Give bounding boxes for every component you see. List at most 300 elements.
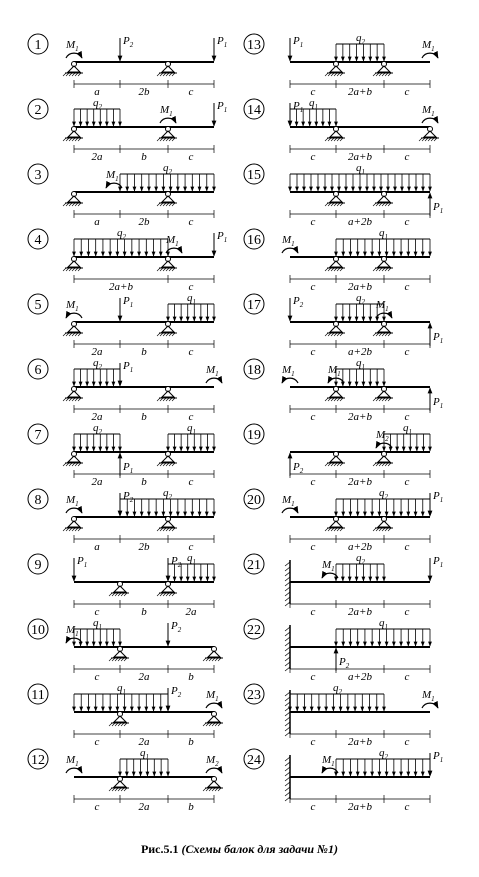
ground-hatch bbox=[419, 138, 422, 141]
dimension-label: c bbox=[310, 606, 316, 618]
scheme-number: 24 bbox=[247, 753, 261, 768]
moment bbox=[105, 169, 122, 188]
moment-label: $M_1$ bbox=[166, 234, 179, 248]
figure-caption-text: (Схемы балок для задачи №1) bbox=[181, 842, 339, 856]
ground-hatch bbox=[157, 398, 160, 401]
moment-arc bbox=[206, 768, 222, 773]
scheme-number: 20 bbox=[247, 493, 261, 508]
dimension-line bbox=[290, 730, 430, 748]
dimension-label: c bbox=[188, 151, 194, 163]
dimension-label: c bbox=[310, 86, 316, 98]
pin-support bbox=[325, 62, 345, 77]
beam-scheme-11 bbox=[28, 682, 223, 748]
moment bbox=[327, 364, 344, 383]
point-force bbox=[290, 295, 304, 321]
distributed-load-label: $q_1$ bbox=[379, 617, 388, 631]
moment bbox=[321, 559, 338, 578]
dimension-line bbox=[74, 340, 214, 358]
dimension-label: c bbox=[188, 86, 194, 98]
dimension-label: c bbox=[94, 736, 100, 748]
ground-hatch bbox=[325, 268, 328, 271]
dimension-line bbox=[290, 275, 430, 293]
dimension-label: 2a+b bbox=[348, 281, 372, 293]
moment-label: $M_1$ bbox=[282, 364, 295, 378]
distributed-load-label: $q_2$ bbox=[163, 487, 172, 501]
dimension-label: c bbox=[188, 411, 194, 423]
dimension-line bbox=[74, 80, 214, 98]
ground-hatch bbox=[157, 138, 160, 141]
dimension-label: 2a+b bbox=[348, 476, 372, 488]
scheme-number: 9 bbox=[34, 558, 42, 573]
dimension-label: a bbox=[94, 216, 100, 228]
beam-scheme-12 bbox=[28, 747, 223, 813]
moment-label: $M_2$ bbox=[376, 429, 389, 443]
moment-arc bbox=[66, 768, 82, 773]
dimension-label: c bbox=[310, 346, 316, 358]
dimension-label: c bbox=[310, 151, 316, 163]
ground-hatch bbox=[157, 73, 160, 76]
roller-support bbox=[373, 62, 393, 77]
moment-arc bbox=[66, 53, 82, 58]
ground-hatch bbox=[203, 788, 206, 791]
beam-scheme-14 bbox=[244, 97, 439, 163]
dimension-line bbox=[290, 600, 430, 618]
beam-scheme-2 bbox=[28, 97, 227, 163]
pin-support bbox=[63, 452, 83, 467]
moment bbox=[65, 494, 82, 513]
dimension-label: c bbox=[404, 86, 410, 98]
ground-hatch bbox=[325, 138, 328, 141]
moment-label: $M_1$ bbox=[422, 689, 435, 703]
pin-support bbox=[63, 257, 83, 272]
pin-support bbox=[109, 647, 129, 662]
moment bbox=[321, 754, 338, 773]
force-label: $P_1$ bbox=[77, 555, 88, 569]
dimension-label: b bbox=[141, 346, 147, 358]
moment-label: $M_1$ bbox=[66, 624, 79, 638]
moment bbox=[205, 754, 222, 773]
moment-label: $M_1$ bbox=[206, 364, 219, 378]
dimension-label: 2a+b bbox=[348, 151, 372, 163]
ground-hatch bbox=[373, 73, 376, 76]
moment bbox=[281, 234, 298, 253]
beam-scheme-16 bbox=[244, 227, 430, 293]
ground-hatch bbox=[373, 528, 376, 531]
figure-caption-label: Рис.5.1 bbox=[140, 842, 179, 856]
dimension-label: a bbox=[94, 86, 100, 98]
dimension-label: c bbox=[404, 541, 410, 553]
scheme-number: 2 bbox=[34, 103, 42, 118]
point-force bbox=[74, 555, 87, 581]
ground-hatch bbox=[63, 203, 66, 206]
force-label: $P_1$ bbox=[293, 100, 304, 114]
dimension-line bbox=[290, 80, 430, 98]
distributed-load-label: $q_2$ bbox=[356, 552, 365, 566]
roller-support bbox=[373, 322, 393, 337]
roller-support bbox=[373, 387, 393, 402]
distributed-load bbox=[336, 487, 430, 516]
moment-label: $M_1$ bbox=[66, 299, 79, 313]
scheme-number: 12 bbox=[31, 753, 45, 768]
dimension-label: a+2b bbox=[348, 541, 372, 553]
moment bbox=[65, 299, 82, 318]
pin-support bbox=[63, 192, 83, 207]
moment bbox=[375, 299, 392, 318]
ground-hatch bbox=[157, 268, 160, 271]
fixed-wall-support bbox=[285, 625, 290, 671]
dimension-line bbox=[290, 665, 430, 683]
distributed-load-label: $q_2$ bbox=[93, 357, 102, 371]
dimension-line bbox=[74, 600, 214, 618]
pin-support bbox=[325, 127, 345, 142]
beam-scheme-22 bbox=[244, 617, 430, 683]
dimension-label: b bbox=[141, 411, 147, 423]
distributed-load-label: $q_1$ bbox=[356, 162, 365, 176]
roller-support bbox=[373, 192, 393, 207]
dimension-label: 2b bbox=[138, 541, 150, 553]
dimension-label: c bbox=[94, 801, 100, 813]
distributed-load-label: $q_1$ bbox=[187, 422, 196, 436]
moment-arc bbox=[282, 378, 298, 383]
pin-support bbox=[63, 127, 83, 142]
ground-hatch bbox=[325, 73, 328, 76]
scheme-number: 8 bbox=[34, 493, 42, 508]
ground-hatch bbox=[203, 723, 206, 726]
dimension-label: c bbox=[188, 541, 194, 553]
pin-support bbox=[325, 452, 345, 467]
dimension-label: c bbox=[404, 476, 410, 488]
dimension-label: c bbox=[188, 216, 194, 228]
pin-support bbox=[63, 387, 83, 402]
point-force bbox=[430, 490, 443, 516]
distributed-load bbox=[74, 97, 120, 126]
dimension-label: c bbox=[404, 151, 410, 163]
scheme-number: 23 bbox=[247, 688, 261, 703]
dimension-label: c bbox=[404, 671, 410, 683]
force-label: $P_1$ bbox=[433, 490, 444, 504]
distributed-load bbox=[336, 617, 430, 646]
moment bbox=[375, 429, 392, 448]
moment bbox=[159, 104, 176, 123]
dimension-label: 2a+b bbox=[348, 736, 372, 748]
scheme-number: 6 bbox=[34, 363, 42, 378]
dimension-label: 2a+b bbox=[348, 801, 372, 813]
dimension-label: 2a+b bbox=[348, 411, 372, 423]
scheme-number: 16 bbox=[247, 233, 261, 248]
moment-label: $M_1$ bbox=[376, 299, 389, 313]
dimension-label: a+2b bbox=[348, 671, 372, 683]
moment-label: $M_2$ bbox=[206, 754, 219, 768]
moment-label: $M_1$ bbox=[328, 364, 341, 378]
ground-hatch bbox=[157, 203, 160, 206]
pin-support bbox=[63, 322, 83, 337]
roller-support bbox=[203, 777, 223, 792]
ground-hatch bbox=[325, 463, 328, 466]
dimension-line bbox=[74, 275, 214, 293]
dimension-label: b bbox=[141, 606, 147, 618]
beam-scheme-17 bbox=[244, 292, 443, 358]
ground-hatch bbox=[63, 268, 66, 271]
ground-hatch bbox=[325, 528, 328, 531]
distributed-load bbox=[74, 357, 120, 386]
distributed-load bbox=[120, 487, 214, 516]
scheme-number: 13 bbox=[247, 38, 261, 53]
dimension-line bbox=[290, 210, 430, 228]
fixed-wall-support bbox=[285, 755, 290, 801]
dimension-label: a+2b bbox=[348, 346, 372, 358]
scheme-number: 22 bbox=[247, 623, 261, 638]
ground-hatch bbox=[157, 528, 160, 531]
distributed-load-label: $q_2$ bbox=[163, 162, 172, 176]
ground-hatch bbox=[373, 398, 376, 401]
force-label: $P_2$ bbox=[339, 656, 350, 670]
distributed-load-label: $q_1$ bbox=[309, 97, 318, 111]
moment-label: $M_1$ bbox=[66, 754, 79, 768]
dimension-label: 2a+b bbox=[348, 606, 372, 618]
dimension-label: 2a bbox=[138, 801, 150, 813]
distributed-load bbox=[336, 32, 384, 61]
moment bbox=[65, 39, 82, 58]
pin-support bbox=[109, 582, 129, 597]
ground-hatch bbox=[325, 203, 328, 206]
force-label: $P_2$ bbox=[123, 35, 134, 49]
point-force bbox=[214, 230, 227, 256]
ground-hatch bbox=[109, 593, 112, 596]
scheme-number: 14 bbox=[247, 103, 261, 118]
distributed-load bbox=[74, 227, 168, 256]
beam-scheme-23 bbox=[244, 682, 438, 748]
dimension-line bbox=[74, 210, 214, 228]
distributed-load-label: $q_2$ bbox=[379, 747, 388, 761]
roller-support bbox=[419, 127, 439, 142]
point-force bbox=[290, 35, 303, 61]
dimension-line bbox=[290, 795, 430, 813]
roller-support bbox=[157, 582, 177, 597]
force-label: $P_2$ bbox=[171, 685, 182, 699]
beam-scheme-1 bbox=[28, 34, 227, 98]
scheme-number: 19 bbox=[247, 428, 261, 443]
dimension-label: b bbox=[188, 801, 194, 813]
distributed-load-label: $q_2$ bbox=[93, 97, 102, 111]
dimension-line bbox=[290, 145, 430, 163]
ground-hatch bbox=[373, 203, 376, 206]
dimension-line bbox=[290, 405, 430, 423]
distributed-load-label: $q_2$ bbox=[379, 487, 388, 501]
point-force bbox=[290, 453, 304, 476]
beam-scheme-20 bbox=[244, 487, 443, 553]
point-force bbox=[120, 35, 134, 61]
moment-arc bbox=[422, 703, 438, 708]
beam-scheme-19 bbox=[244, 422, 430, 488]
moment-arc bbox=[282, 508, 298, 513]
dimension-label: 2b bbox=[138, 216, 150, 228]
distributed-load-label: $q_2$ bbox=[356, 32, 365, 46]
dimension-label: c bbox=[310, 541, 316, 553]
dimension-label: c bbox=[404, 736, 410, 748]
dimension-label: 2a bbox=[91, 411, 103, 423]
moment bbox=[421, 104, 438, 123]
ground-hatch bbox=[157, 593, 160, 596]
beam-scheme-21 bbox=[244, 552, 443, 618]
pin-support bbox=[325, 387, 345, 402]
dimension-label: c bbox=[188, 281, 194, 293]
dimension-label: c bbox=[310, 736, 316, 748]
dimension-label: b bbox=[141, 151, 147, 163]
dimension-line bbox=[74, 145, 214, 163]
moment-arc bbox=[422, 53, 438, 58]
dimension-label: a+2b bbox=[348, 216, 372, 228]
distributed-load bbox=[290, 682, 384, 711]
scheme-number: 21 bbox=[247, 558, 261, 573]
beam-scheme-8 bbox=[28, 487, 214, 553]
moment-arc bbox=[422, 118, 438, 123]
dimension-label: 2a bbox=[138, 736, 150, 748]
distributed-load bbox=[336, 227, 430, 256]
dimension-label: c bbox=[404, 606, 410, 618]
distributed-load-label: $q_1$ bbox=[117, 682, 126, 696]
dimension-label: c bbox=[404, 216, 410, 228]
moment bbox=[281, 364, 298, 383]
force-label: $P_1$ bbox=[433, 331, 444, 345]
dimension-line bbox=[74, 405, 214, 423]
dimension-label: 2b bbox=[138, 86, 150, 98]
force-label: $P_2$ bbox=[293, 461, 304, 475]
point-force bbox=[430, 323, 443, 346]
dimension-line bbox=[74, 470, 214, 488]
dimension-label: b bbox=[188, 671, 194, 683]
beam-scheme-10 bbox=[28, 617, 223, 683]
moment-arc bbox=[206, 378, 222, 383]
dimension-line bbox=[290, 470, 430, 488]
roller-support bbox=[203, 712, 223, 727]
pin-support bbox=[109, 712, 129, 727]
dimension-line bbox=[74, 535, 214, 553]
pin-support bbox=[63, 62, 83, 77]
pin-support bbox=[109, 777, 129, 792]
force-label: $P_2$ bbox=[293, 295, 304, 309]
beam-scheme-13 bbox=[244, 32, 438, 98]
moment-arc bbox=[206, 703, 222, 708]
roller-support bbox=[157, 387, 177, 402]
roller-support bbox=[373, 257, 393, 272]
distributed-load bbox=[120, 162, 214, 191]
beam-scheme-3 bbox=[28, 162, 214, 228]
ground-hatch bbox=[63, 333, 66, 336]
moment-label: $M_1$ bbox=[422, 104, 435, 118]
dimension-label: c bbox=[310, 801, 316, 813]
force-label: $P_1$ bbox=[217, 230, 228, 244]
dimension-label: b bbox=[141, 476, 147, 488]
point-force bbox=[214, 100, 227, 126]
dimension-label: c bbox=[404, 801, 410, 813]
force-label: $P_1$ bbox=[123, 295, 134, 309]
moment-label: $M_1$ bbox=[322, 754, 335, 768]
distributed-load-label: $q_1$ bbox=[379, 227, 388, 241]
roller-support bbox=[157, 192, 177, 207]
dimension-label: c bbox=[310, 411, 316, 423]
force-label: $P_1$ bbox=[217, 35, 228, 49]
force-label: $P_1$ bbox=[433, 396, 444, 410]
pin-support bbox=[325, 517, 345, 532]
fixed-wall-support bbox=[285, 560, 290, 606]
roller-support bbox=[157, 452, 177, 467]
dimension-line bbox=[290, 340, 430, 358]
moment bbox=[165, 234, 182, 253]
scheme-number: 5 bbox=[34, 298, 42, 313]
roller-support bbox=[157, 257, 177, 272]
force-label: $P_1$ bbox=[433, 750, 444, 764]
point-force bbox=[430, 555, 443, 581]
point-force bbox=[430, 193, 443, 216]
scheme-number: 1 bbox=[34, 38, 42, 53]
beam-scheme-6 bbox=[28, 357, 222, 423]
distributed-load bbox=[74, 422, 120, 451]
force-label: $P_1$ bbox=[123, 360, 134, 374]
ground-hatch bbox=[157, 463, 160, 466]
scheme-number: 18 bbox=[247, 363, 261, 378]
point-force bbox=[214, 35, 227, 61]
pin-support bbox=[325, 257, 345, 272]
distributed-load bbox=[336, 552, 384, 581]
beam-scheme-18 bbox=[244, 357, 443, 423]
dimension-label: c bbox=[310, 476, 316, 488]
roller-support bbox=[203, 647, 223, 662]
dimension-label: c bbox=[404, 281, 410, 293]
distributed-load-label: $q_1$ bbox=[356, 357, 365, 371]
ground-hatch bbox=[63, 73, 66, 76]
distributed-load-label: $q_2$ bbox=[333, 682, 342, 696]
point-force bbox=[168, 685, 182, 711]
ground-hatch bbox=[63, 138, 66, 141]
ground-hatch bbox=[109, 788, 112, 791]
moment-label: $M_1$ bbox=[282, 494, 295, 508]
point-force bbox=[120, 295, 133, 321]
moment-label: $M_1$ bbox=[282, 234, 295, 248]
roller-support bbox=[157, 62, 177, 77]
distributed-load-label: $q_2$ bbox=[117, 227, 126, 241]
roller-support bbox=[157, 322, 177, 337]
figure-caption bbox=[0, 842, 479, 857]
dimension-label: 2a bbox=[91, 476, 103, 488]
moment-label: $M_1$ bbox=[322, 559, 335, 573]
moment-label: $M_1$ bbox=[66, 39, 79, 53]
beam-scheme-7 bbox=[28, 422, 214, 488]
ground-hatch bbox=[63, 398, 66, 401]
force-label: $P_2$ bbox=[171, 555, 182, 569]
distributed-load-label: $q_2$ bbox=[356, 292, 365, 306]
moment bbox=[205, 364, 222, 383]
beam-scheme-15 bbox=[244, 162, 443, 228]
force-label: $P_2$ bbox=[123, 490, 134, 504]
dimension-label: 2a bbox=[91, 151, 103, 163]
ground-hatch bbox=[63, 463, 66, 466]
moment-label: $M_1$ bbox=[106, 169, 119, 183]
dimension-line bbox=[290, 535, 430, 553]
ground-hatch bbox=[373, 333, 376, 336]
dimension-label: c bbox=[188, 476, 194, 488]
point-force bbox=[120, 360, 133, 386]
distributed-load-label: $q_1$ bbox=[93, 617, 102, 631]
dimension-label: c bbox=[310, 671, 316, 683]
fixed-wall-support bbox=[285, 690, 290, 736]
distributed-load bbox=[168, 292, 214, 321]
point-force bbox=[168, 620, 182, 646]
moment-label: $M_1$ bbox=[66, 494, 79, 508]
beam-scheme-24 bbox=[244, 747, 443, 813]
distributed-load-label: $q_1$ bbox=[187, 292, 196, 306]
beam-scheme-4 bbox=[28, 227, 227, 293]
beam-scheme-5 bbox=[28, 292, 214, 358]
